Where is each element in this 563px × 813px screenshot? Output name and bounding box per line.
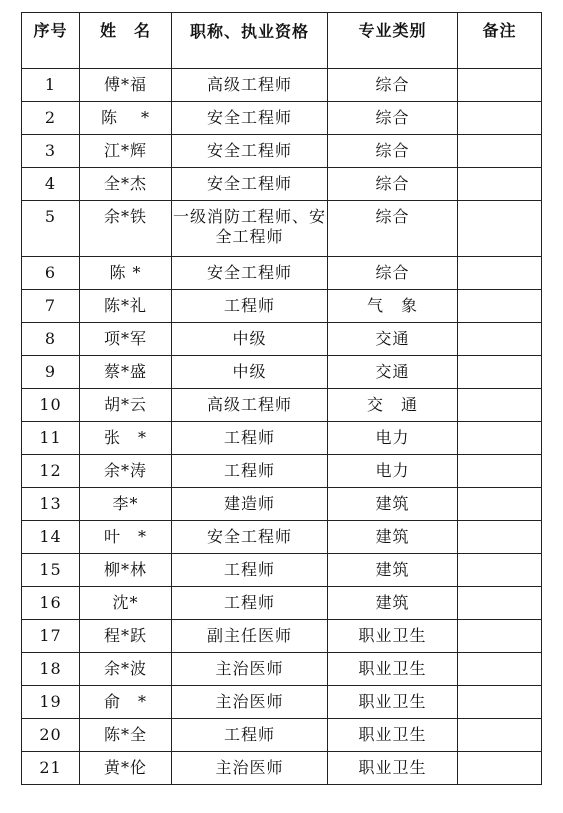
- table-row: [22, 554, 542, 587]
- table-row: [22, 201, 542, 257]
- cell-remark: [458, 554, 542, 587]
- cell-seq: 19: [22, 686, 80, 719]
- cell-seq: 21: [22, 752, 80, 785]
- cell-remark: [458, 719, 542, 752]
- cell-remark: [458, 653, 542, 686]
- header-remark: 备注: [458, 13, 542, 69]
- cell-title: 安全工程师: [172, 135, 328, 168]
- cell-remark: [458, 201, 542, 257]
- cell-category: 综合: [328, 135, 458, 168]
- cell-name: 陈*全: [80, 719, 172, 752]
- cell-title: 主治医师: [172, 686, 328, 719]
- cell-title: 工程师: [172, 455, 328, 488]
- cell-title: 副主任医师: [172, 620, 328, 653]
- cell-remark: [458, 455, 542, 488]
- table-row: [22, 620, 542, 653]
- cell-seq: 11: [22, 422, 80, 455]
- cell-title: 高级工程师: [172, 389, 328, 422]
- table-row: [22, 69, 542, 102]
- cell-seq: 4: [22, 168, 80, 201]
- cell-remark: [458, 323, 542, 356]
- cell-category: 职业卫生: [328, 752, 458, 785]
- cell-name: 余*波: [80, 653, 172, 686]
- cell-seq: 9: [22, 356, 80, 389]
- cell-seq: 8: [22, 323, 80, 356]
- cell-seq: 5: [22, 201, 80, 257]
- cell-category: 建筑: [328, 521, 458, 554]
- cell-seq: 14: [22, 521, 80, 554]
- cell-title: 安全工程师: [172, 168, 328, 201]
- cell-category: 交通: [328, 356, 458, 389]
- cell-name: 全*杰: [80, 168, 172, 201]
- cell-remark: [458, 686, 542, 719]
- cell-category: 综合: [328, 168, 458, 201]
- cell-remark: [458, 290, 542, 323]
- table-row: [22, 686, 542, 719]
- cell-remark: [458, 389, 542, 422]
- cell-name: 柳*林: [80, 554, 172, 587]
- cell-name: 余*涛: [80, 455, 172, 488]
- cell-seq: 18: [22, 653, 80, 686]
- cell-name: 余*铁: [80, 201, 172, 257]
- cell-seq: 2: [22, 102, 80, 135]
- table-row: [22, 455, 542, 488]
- header-category: 专业类别: [328, 13, 458, 69]
- header-seq: 序号: [22, 13, 80, 69]
- cell-remark: [458, 422, 542, 455]
- cell-category: 电力: [328, 422, 458, 455]
- cell-seq: 7: [22, 290, 80, 323]
- cell-name: 叶 *: [80, 521, 172, 554]
- cell-remark: [458, 168, 542, 201]
- cell-title: 主治医师: [172, 653, 328, 686]
- cell-title: 一级消防工程师、安全工程师: [172, 201, 328, 257]
- cell-seq: 6: [22, 257, 80, 290]
- header-name: 姓 名: [80, 13, 172, 69]
- cell-category: 综合: [328, 102, 458, 135]
- cell-category: 建筑: [328, 587, 458, 620]
- cell-category: 职业卫生: [328, 653, 458, 686]
- cell-title: 安全工程师: [172, 257, 328, 290]
- cell-category: 综合: [328, 257, 458, 290]
- table-row: [22, 356, 542, 389]
- cell-title: 安全工程师: [172, 521, 328, 554]
- table-row: [22, 290, 542, 323]
- cell-title: 安全工程师: [172, 102, 328, 135]
- expert-table: [21, 12, 542, 785]
- cell-category: 交 通: [328, 389, 458, 422]
- cell-name: 项*军: [80, 323, 172, 356]
- cell-seq: 20: [22, 719, 80, 752]
- table-row: [22, 587, 542, 620]
- table-row: [22, 422, 542, 455]
- cell-title: 工程师: [172, 587, 328, 620]
- cell-remark: [458, 752, 542, 785]
- cell-remark: [458, 488, 542, 521]
- cell-name: 沈*: [80, 587, 172, 620]
- cell-remark: [458, 587, 542, 620]
- cell-seq: 13: [22, 488, 80, 521]
- cell-seq: 17: [22, 620, 80, 653]
- cell-title: 工程师: [172, 422, 328, 455]
- cell-name: 程*跃: [80, 620, 172, 653]
- cell-title: 主治医师: [172, 752, 328, 785]
- cell-category: 建筑: [328, 488, 458, 521]
- table-row: [22, 653, 542, 686]
- table-row: [22, 521, 542, 554]
- header-title: 职称、执业资格: [172, 13, 328, 69]
- table-row: [22, 102, 542, 135]
- cell-category: 综合: [328, 201, 458, 257]
- cell-remark: [458, 69, 542, 102]
- cell-title: 工程师: [172, 719, 328, 752]
- cell-remark: [458, 257, 542, 290]
- cell-name: 黄*伦: [80, 752, 172, 785]
- cell-seq: 12: [22, 455, 80, 488]
- cell-category: 气 象: [328, 290, 458, 323]
- cell-category: 交通: [328, 323, 458, 356]
- cell-seq: 15: [22, 554, 80, 587]
- table-row: [22, 168, 542, 201]
- cell-title: 建造师: [172, 488, 328, 521]
- cell-name: 陈 *: [80, 257, 172, 290]
- cell-title: 中级: [172, 356, 328, 389]
- table-row: [22, 488, 542, 521]
- cell-name: 张 *: [80, 422, 172, 455]
- cell-category: 建筑: [328, 554, 458, 587]
- cell-remark: [458, 135, 542, 168]
- cell-remark: [458, 102, 542, 135]
- cell-seq: 1: [22, 69, 80, 102]
- cell-name: 江*辉: [80, 135, 172, 168]
- cell-name: 陈 *: [80, 102, 172, 135]
- cell-category: 电力: [328, 455, 458, 488]
- cell-remark: [458, 620, 542, 653]
- cell-category: 职业卫生: [328, 719, 458, 752]
- cell-title: 工程师: [172, 554, 328, 587]
- cell-remark: [458, 521, 542, 554]
- table-row: [22, 257, 542, 290]
- table-row: [22, 135, 542, 168]
- table-row: [22, 719, 542, 752]
- cell-title: 中级: [172, 323, 328, 356]
- cell-name: 傅*福: [80, 69, 172, 102]
- table-row: [22, 752, 542, 785]
- table-row: [22, 323, 542, 356]
- cell-title: 工程师: [172, 290, 328, 323]
- cell-category: 综合: [328, 69, 458, 102]
- header-row: [22, 13, 542, 69]
- cell-name: 李*: [80, 488, 172, 521]
- cell-remark: [458, 356, 542, 389]
- cell-name: 胡*云: [80, 389, 172, 422]
- cell-seq: 3: [22, 135, 80, 168]
- cell-name: 陈*礼: [80, 290, 172, 323]
- cell-seq: 16: [22, 587, 80, 620]
- cell-category: 职业卫生: [328, 620, 458, 653]
- cell-seq: 10: [22, 389, 80, 422]
- cell-category: 职业卫生: [328, 686, 458, 719]
- cell-title: 高级工程师: [172, 69, 328, 102]
- table-row: [22, 389, 542, 422]
- cell-name: 俞 *: [80, 686, 172, 719]
- cell-name: 蔡*盛: [80, 356, 172, 389]
